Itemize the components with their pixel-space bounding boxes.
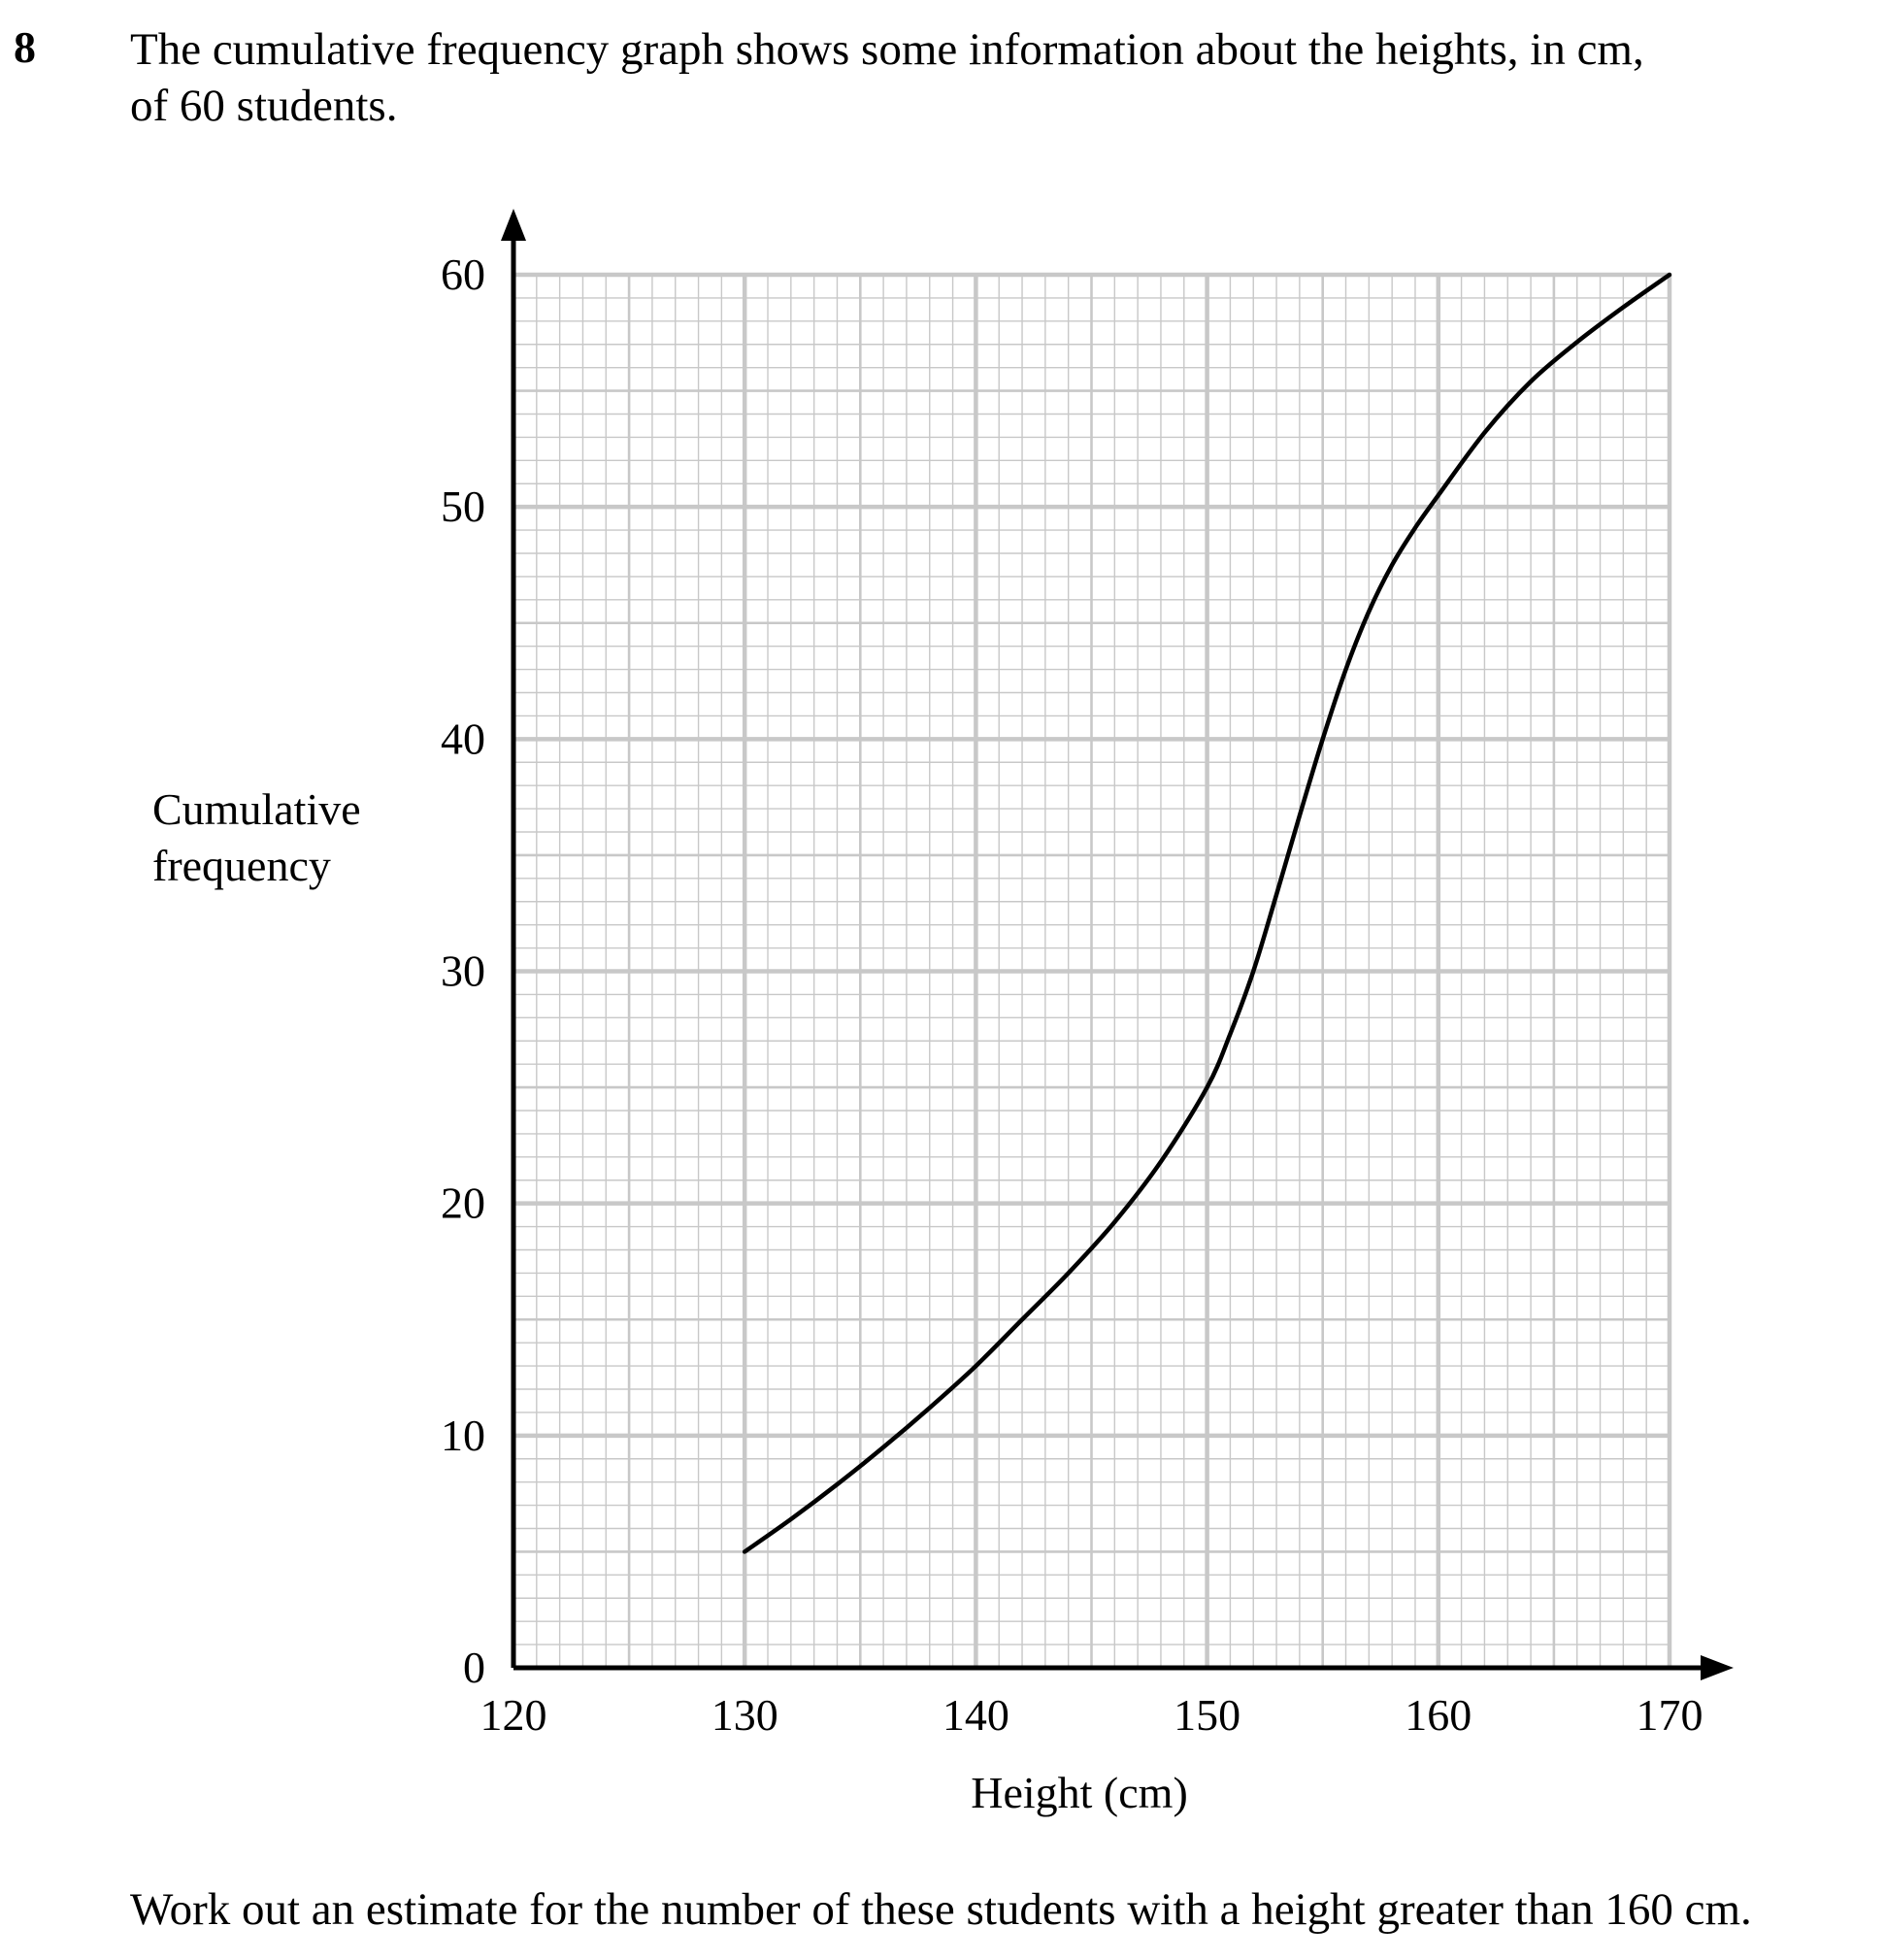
x-tick-label: 120 — [480, 1690, 547, 1740]
y-tick-label: 0 — [463, 1643, 485, 1692]
y-axis-arrowhead — [501, 209, 526, 241]
grid — [513, 275, 1670, 1668]
y-tick-label: 40 — [441, 714, 485, 764]
y-axis-label-line-1: Cumulative — [152, 784, 361, 834]
x-tick-label: 160 — [1405, 1690, 1472, 1740]
question-line-2: of 60 students. — [130, 81, 398, 131]
x-tick-label: 140 — [942, 1690, 1009, 1740]
x-tick-label: 150 — [1174, 1690, 1241, 1740]
question-line-1: The cumulative frequency graph shows some information about the heights, in cm, — [130, 24, 1644, 75]
axes — [501, 209, 1734, 1680]
x-tick-label: 170 — [1636, 1690, 1703, 1740]
y-axis-label-line-2: frequency — [152, 841, 331, 890]
question-number: 8 — [14, 22, 36, 72]
x-tick-label: 130 — [711, 1690, 778, 1740]
question-task: Work out an estimate for the number of these students with a height greater than 160 cm. — [130, 1884, 1752, 1935]
y-tick-label: 50 — [441, 482, 485, 532]
y-tick-label: 20 — [441, 1178, 485, 1228]
x-axis-arrowhead — [1701, 1655, 1734, 1680]
y-tick-label: 60 — [441, 249, 485, 299]
y-tick-label: 10 — [441, 1410, 485, 1460]
y-tick-label: 30 — [441, 946, 485, 996]
x-axis-label: Height (cm) — [971, 1768, 1188, 1817]
